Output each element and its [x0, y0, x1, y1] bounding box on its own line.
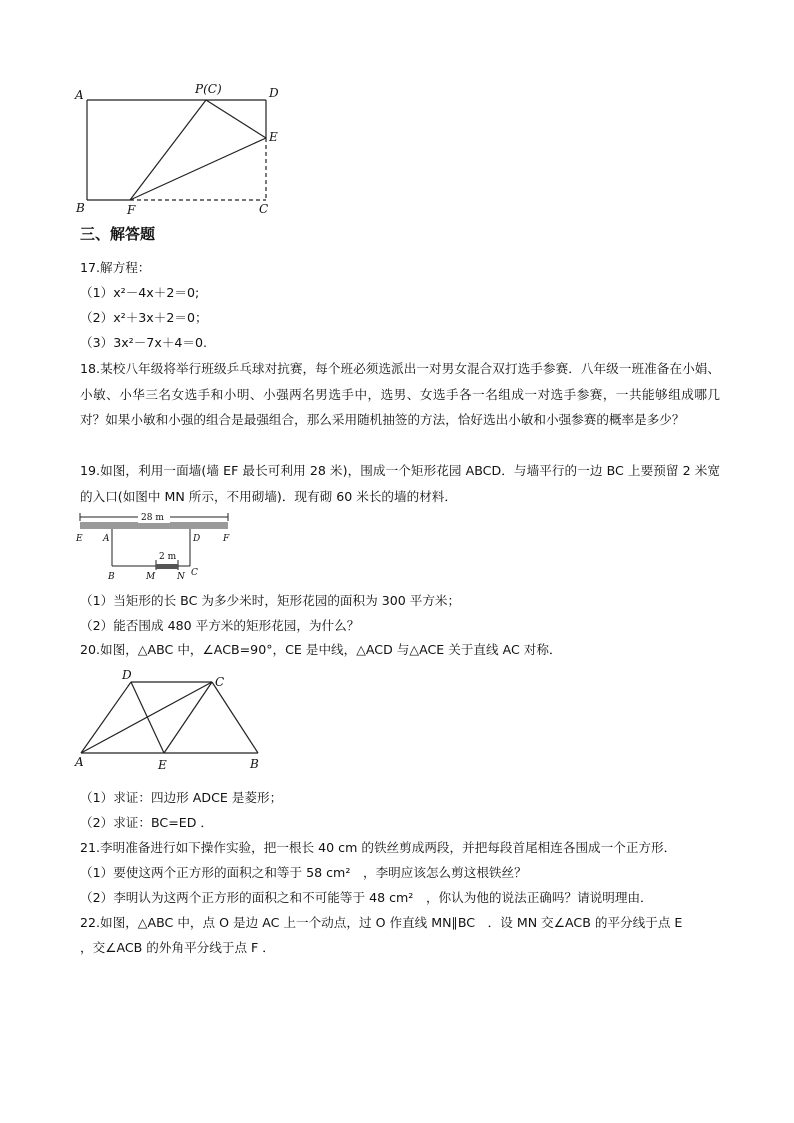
label-E: E — [269, 130, 278, 144]
q22-line2: ，交∠ACB 的外角平分线于点 F ． — [80, 940, 275, 955]
label-F: F — [223, 534, 230, 544]
q19-part2: （2）能否围成 480 平方米的矩形花园，为什么？ — [80, 618, 360, 633]
label-D: D — [122, 668, 132, 682]
label-E: E — [158, 758, 167, 772]
label-A: A — [103, 534, 110, 544]
q17-part3: （3）3x²－7x＋4＝0. — [80, 335, 207, 350]
q17-stem: 17.解方程： — [80, 260, 151, 275]
label-PC: P(C) — [195, 82, 222, 96]
q20-part2: （2）求证：BC=ED ． — [80, 815, 213, 830]
q19-stem: 19.如图，利用一面墙(墙 EF 最长可利用 28 米)，围成一个矩形花园 ABCD．与墙平行的一边 BC 上要预留 2 米宽的入口(如图中 MN 所示，不用砌墙)．现有砌 60 米长的墙的材料． — [80, 463, 720, 504]
q21-stem: 21.李明准备进行如下操作实验，把一根长 40 cm 的铁丝剪成两段，并把每段首尾相连各围成一个正方形． — [80, 840, 677, 855]
label-F: F — [127, 203, 136, 217]
label-C: C — [259, 202, 269, 216]
label-C: C — [191, 568, 198, 578]
q19-part1: （1）当矩形的长 BC 为多少米时，矩形花园的面积为 300 平方米； — [80, 593, 461, 608]
label-wall-length: 28 m — [141, 513, 164, 523]
figure-rhombus — [72, 668, 272, 774]
label-B: B — [76, 201, 85, 215]
q20-part1: （1）求证：四边形 ADCE 是菱形； — [80, 790, 283, 805]
label-M: M — [146, 572, 156, 582]
label-A: A — [75, 755, 84, 769]
figure-rectangle-fold — [72, 78, 292, 220]
label-N: N — [177, 572, 185, 582]
label-B: B — [108, 572, 115, 582]
q17-part2: （2）x²＋3x＋2＝0； — [80, 310, 208, 325]
section-title: 三、解答题 — [80, 225, 156, 243]
q20-stem: 20.如图，△ABC 中，∠ACB=90°，CE 是中线，△ACD 与△ACE 关于直线 AC 对称． — [80, 642, 562, 657]
label-E: E — [76, 534, 83, 544]
label-C: C — [215, 675, 225, 689]
label-A: A — [75, 88, 84, 102]
label-gate-width: 2 m — [159, 552, 177, 562]
q17-part1: （1）x²－4x＋2＝0; — [80, 285, 200, 300]
q21-part1: （1）要使这两个正方形的面积之和等于 58 cm² ，李明应该怎么剪这根铁丝？ — [80, 865, 527, 880]
q18-text: 18.某校八年级将举行班级乒乓球对抗赛，每个班必须选派出一对男女混合双打选手参赛．八年级一班准备在小娟、小敏、小华三名女选手和小明、小强两名男选手中，选男、女选手各一名组成一对选手参赛，一共能够组成哪几对？如果小敏和小强的组合是最强组合，那么采用随机抽签的方法，恰好选出小敏和小强参赛的概率是多少？ — [80, 361, 720, 427]
label-D: D — [269, 86, 279, 100]
figure-garden — [72, 508, 242, 583]
q22-line1: 22.如图，△ABC 中，点 O 是边 AC 上一个动点，过 O 作直线 MN∥BC ．设 MN 交∠ACB 的平分线于点 E — [80, 915, 683, 930]
q21-part2: （2）李明认为这两个正方形的面积之和不可能等于 48 cm² ，你认为他的说法正确吗？请说明理由． — [80, 890, 653, 905]
label-B: B — [250, 757, 259, 771]
label-D: D — [193, 534, 201, 544]
